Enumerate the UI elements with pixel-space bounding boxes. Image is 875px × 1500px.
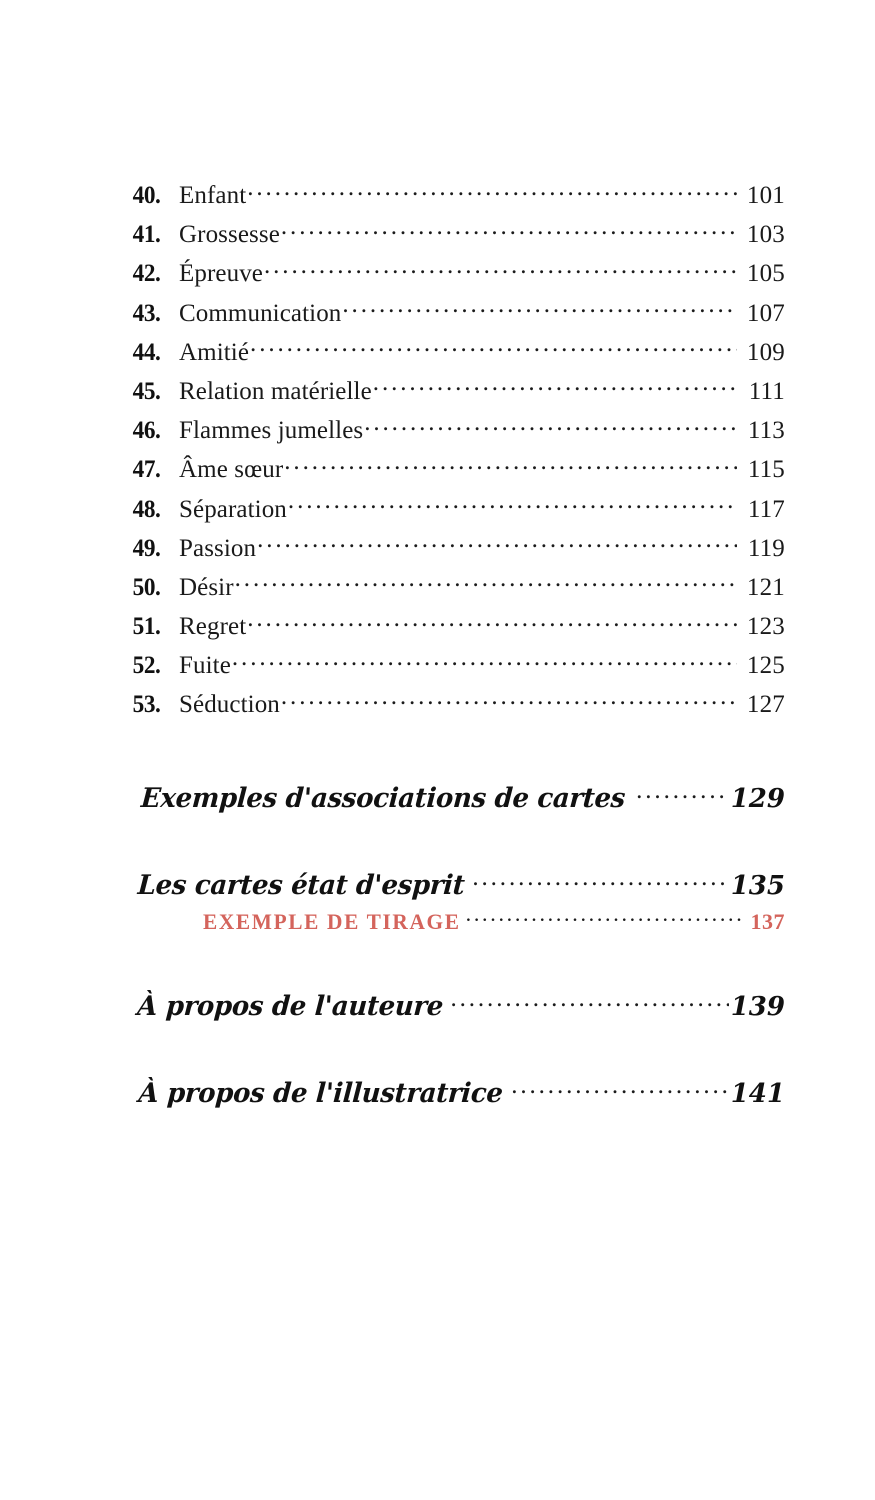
- dot-leader: [284, 461, 737, 477]
- section-row-a-propos-illustratrice[interactable]: [131, 1078, 785, 1109]
- page-number: 115: [747, 456, 785, 484]
- chapter-number: 45.: [132, 377, 161, 405]
- page-number: 135: [730, 870, 785, 901]
- dot-leader: [466, 913, 741, 929]
- spacer: [131, 1022, 785, 1078]
- chapter-title: Flammes jumelles: [179, 417, 364, 445]
- page-number: 119: [747, 534, 785, 562]
- page-number: 107: [746, 299, 785, 327]
- dot-leader: [288, 501, 737, 517]
- table-row[interactable]: [131, 456, 785, 495]
- spacer: [131, 814, 785, 870]
- table-row[interactable]: [131, 691, 785, 730]
- table-row[interactable]: [131, 417, 785, 456]
- page-number: 125: [746, 652, 785, 680]
- dot-leader: [342, 305, 737, 321]
- chapter-title: Enfant: [179, 182, 247, 209]
- section-row-exemples-associations[interactable]: [131, 783, 785, 814]
- chapter-number: 49.: [132, 534, 161, 562]
- page-number: 127: [746, 691, 785, 719]
- table-row[interactable]: [131, 182, 785, 221]
- chapter-number: 51.: [132, 613, 161, 641]
- page-number: 123: [746, 613, 785, 641]
- chapter-title: Désir: [179, 573, 234, 601]
- chapter-title: Passion: [179, 534, 257, 562]
- table-row[interactable]: [131, 339, 785, 378]
- spacer: [131, 901, 785, 909]
- table-row[interactable]: [131, 535, 785, 574]
- dot-leader: [364, 422, 737, 438]
- dot-leader: [281, 696, 737, 712]
- dot-leader: [247, 187, 737, 203]
- chapter-number: 50.: [132, 573, 161, 601]
- chapter-number: 47.: [132, 456, 161, 484]
- page-number: 129: [730, 783, 785, 814]
- table-row[interactable]: [131, 652, 785, 691]
- chapter-title: Regret: [179, 613, 247, 641]
- section-title: Les cartes état d'esprit: [136, 869, 466, 901]
- chapter-title: Séduction: [179, 691, 280, 719]
- chapter-number: 52.: [132, 652, 161, 680]
- table-row[interactable]: [131, 574, 785, 613]
- chapter-number: 43.: [132, 299, 161, 327]
- page-number: 103: [746, 221, 785, 249]
- table-row[interactable]: [131, 613, 785, 652]
- chapter-title: Relation matérielle: [179, 377, 372, 405]
- section-row-a-propos-auteure[interactable]: [131, 991, 785, 1022]
- section-title: À propos de l'auteure: [136, 990, 445, 1022]
- dot-leader: [264, 265, 737, 281]
- chapter-number: 46.: [132, 417, 161, 445]
- dot-leader: [636, 791, 729, 807]
- section-title: Exemples d'associations de cartes: [140, 782, 627, 814]
- page-number: 139: [730, 991, 785, 1022]
- chapter-title: Fuite: [179, 652, 231, 680]
- table-row[interactable]: [131, 496, 785, 535]
- page-number: 121: [746, 573, 785, 601]
- table-row[interactable]: [131, 378, 785, 417]
- dot-leader: [281, 226, 737, 242]
- dot-leader: [247, 618, 737, 634]
- chapter-title: Amitié: [179, 338, 250, 366]
- chapter-number: 40.: [132, 182, 161, 209]
- chapter-title: Séparation: [179, 495, 287, 523]
- dot-leader: [472, 878, 728, 894]
- page-number: 141: [730, 1078, 785, 1109]
- chapter-title: Épreuve: [179, 260, 263, 288]
- chapter-number: 44.: [132, 338, 161, 366]
- table-of-contents: [131, 182, 785, 1109]
- section-row-cartes-etat-esprit[interactable]: [131, 870, 785, 901]
- page-number: 111: [748, 377, 785, 405]
- section-title: À propos de l'illustratrice: [137, 1077, 504, 1109]
- dot-leader: [450, 999, 728, 1015]
- page-number: 113: [747, 417, 785, 445]
- page-number: 101: [746, 182, 785, 209]
- page-number: 117: [747, 495, 785, 523]
- dot-leader: [235, 579, 737, 595]
- dot-leader: [257, 540, 737, 556]
- page-number: 109: [746, 338, 785, 366]
- spacer: [131, 935, 785, 991]
- page-number: 137: [750, 908, 785, 934]
- chapter-number: 53.: [132, 691, 161, 719]
- chapter-title: Communication: [179, 299, 342, 327]
- dot-leader: [373, 383, 737, 399]
- page-number: 105: [746, 260, 785, 288]
- dot-leader: [250, 344, 737, 360]
- spacer: [131, 731, 785, 783]
- dot-leader: [232, 657, 737, 673]
- chapter-number: 48.: [132, 495, 161, 523]
- table-row[interactable]: [131, 221, 785, 260]
- table-row[interactable]: [131, 300, 785, 339]
- chapter-title: Grossesse: [179, 221, 280, 249]
- chapter-number: 42.: [132, 260, 161, 288]
- chapter-title: Âme sœur: [179, 456, 284, 484]
- table-row[interactable]: [131, 260, 785, 299]
- chapter-number: 41.: [132, 221, 161, 249]
- dot-leader: [511, 1086, 729, 1102]
- subentry-row-exemple-de-tirage[interactable]: [131, 909, 785, 935]
- subentry-title: EXEMPLE DE TIRAGE: [202, 908, 461, 934]
